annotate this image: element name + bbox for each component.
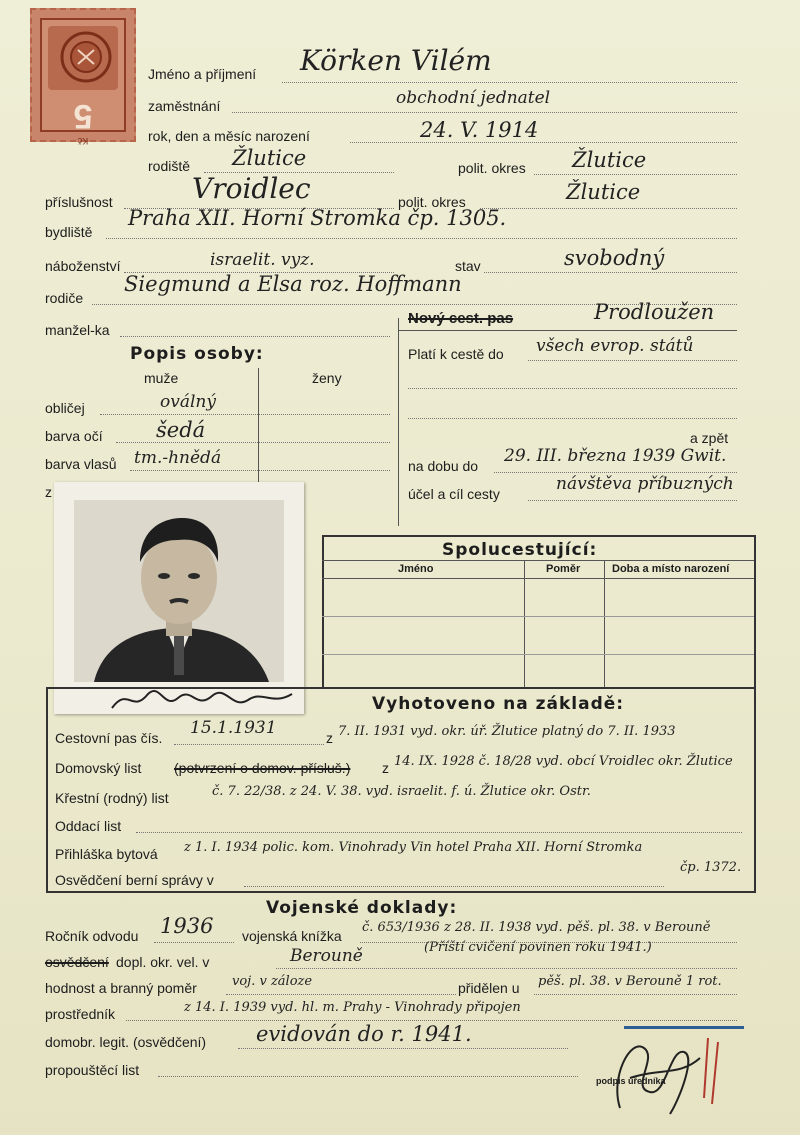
district-value-1: Žlutice	[572, 148, 647, 172]
revenue-stamp	[30, 8, 136, 146]
eyes-label: barva očí	[45, 428, 103, 444]
parents-label: rodiče	[45, 290, 84, 306]
occupation-label: zaměstnání	[148, 98, 221, 114]
registration-value-2: čp. 1372.	[680, 860, 742, 875]
companions-heading: Spolucestující:	[442, 540, 598, 560]
birthplace-value: Žlutice	[232, 146, 307, 170]
eyes-value: šedá	[156, 418, 206, 442]
name-value: Körken Vilém	[300, 44, 492, 77]
residence-label: bydliště	[45, 224, 93, 240]
baptism-value: č. 7. 22/38. z 24. V. 38. vyd. israelit. f. ú. Žlutice okr. Ostr.	[212, 784, 591, 799]
period-value: 29. III. března 1939 Gwit.	[504, 446, 727, 466]
belonging-value: Vroidlec	[192, 172, 311, 205]
passport-no-detail: 7. II. 1931 vyd. okr. úř. Žlutice platný do 7. II. 1933	[338, 724, 676, 739]
description-heading: Popis osoby:	[130, 344, 264, 364]
cert-label: dopl. okr. vel. v	[116, 954, 210, 970]
year-value: 1936	[160, 914, 214, 938]
residence-value: Praha XII. Horní Stromka čp. 1305.	[128, 206, 507, 230]
extension-value: Prodloužen	[594, 300, 715, 324]
occupation-value: obchodní jednatel	[396, 88, 551, 108]
year-label: Ročník odvodu	[45, 928, 139, 944]
back-label: a zpět	[690, 430, 729, 446]
birthdate-label: rok, den a měsíc narození	[148, 128, 310, 144]
military-heading: Vojenské doklady:	[266, 898, 458, 918]
hair-value: tm.-hnědá	[134, 448, 222, 468]
belonging-label: příslušnost	[45, 194, 113, 210]
status-label: stav	[455, 258, 481, 274]
district-value-2: Žlutice	[566, 180, 641, 204]
passport-no-z: z	[326, 730, 333, 746]
name-label: Jméno a příjmení	[148, 66, 257, 82]
assigned-value: pěš. pl. 38. v Berouně 1 rot.	[538, 974, 722, 989]
discharge-label: propouštěcí list	[45, 1062, 140, 1078]
book-value: č. 653/1936 z 28. II. 1938 vyd. pěš. pl. 38. v Berouně	[362, 920, 711, 935]
purpose-label: účel a cíl cesty	[408, 486, 500, 502]
officer-label: podpis úředníka	[596, 1076, 666, 1086]
marriage-label: Oddací list	[55, 818, 122, 834]
women-label: ženy	[312, 370, 342, 386]
rank-label: hodnost a branný poměr	[45, 980, 197, 996]
cert-label-strike: osvědčení	[45, 954, 109, 970]
issued-heading: Vyhotoveno na základě:	[372, 694, 625, 714]
cert-value: Berouně	[290, 946, 363, 966]
rank-value: voj. v záloze	[232, 974, 313, 989]
stamp-emblem-icon	[48, 26, 118, 90]
baptism-label: Křestní (rodný) list	[55, 790, 169, 806]
domicile-label: Domovský list	[55, 760, 142, 776]
intermediary-value: z 14. I. 1939 vyd. hl. m. Prahy - Vinohrady připojen	[184, 1000, 521, 1015]
book-label: vojenská knížka	[242, 928, 342, 944]
col-name: Jméno	[398, 563, 434, 575]
legit-value: evidován do r. 1941.	[256, 1022, 472, 1046]
passport-no-value: 15.1.1931	[190, 718, 277, 738]
period-label: na dobu do	[408, 458, 479, 474]
birthplace-label: rodiště	[148, 158, 191, 174]
men-label: muže	[144, 370, 179, 386]
stamp-value: 5	[73, 97, 93, 135]
hair-label: barva vlasů	[45, 456, 117, 472]
stamp-currency: Kč	[77, 136, 89, 146]
religion-label: náboženství	[45, 258, 121, 274]
portrait-icon	[74, 500, 284, 682]
face-value: oválný	[160, 392, 216, 412]
registration-value: z 1. I. 1934 polic. kom. Vinohrady Vin hotel Praha XII. Horní Stromka	[184, 840, 643, 855]
col-relation: Poměr	[546, 563, 581, 575]
religion-value: israelit. vyz.	[210, 250, 315, 270]
purpose-value: návštěva příbuzných	[556, 474, 734, 494]
valid-for-value: všech evrop. států	[536, 336, 694, 356]
domicile-value: 14. IX. 1928 č. 18/28 vyd. obcí Vroidlec okr. Žlutice	[394, 754, 733, 769]
domicile-strike: (potvrzení o domov. přísluš.)	[174, 760, 351, 776]
district-label-1: polit. okres	[458, 160, 526, 176]
new-pass-label: Nový cest. pas	[408, 310, 514, 327]
registration-label: Přihláška bytová	[55, 846, 158, 862]
district-label-2: polit. okres	[398, 194, 466, 210]
col-birth: Doba a místo narození	[612, 563, 730, 575]
hidden-label: z	[45, 484, 52, 500]
face-label: obličej	[45, 400, 85, 416]
birthdate-value: 24. V. 1914	[420, 118, 539, 142]
tax-label: Osvědčení berní správy v	[55, 872, 214, 888]
status-value: svobodný	[564, 246, 665, 270]
assigned-label: přidělen u	[458, 980, 520, 996]
intermediary-label: prostředník	[45, 1006, 116, 1022]
domicile-z: z	[382, 760, 389, 776]
valid-for-label: Platí k cestě do	[408, 346, 504, 362]
officer-signature-icon	[600, 1018, 730, 1122]
passport-no-label: Cestovní pas čís.	[55, 730, 163, 746]
legit-label: domobr. legit. (osvědčení)	[45, 1034, 207, 1050]
parents-value: Siegmund a Elsa roz. Hoffmann	[124, 272, 462, 296]
spouse-label: manžel-ka	[45, 322, 110, 338]
cert-note: (Příští cvičení povinen roku 1941.)	[424, 940, 652, 955]
